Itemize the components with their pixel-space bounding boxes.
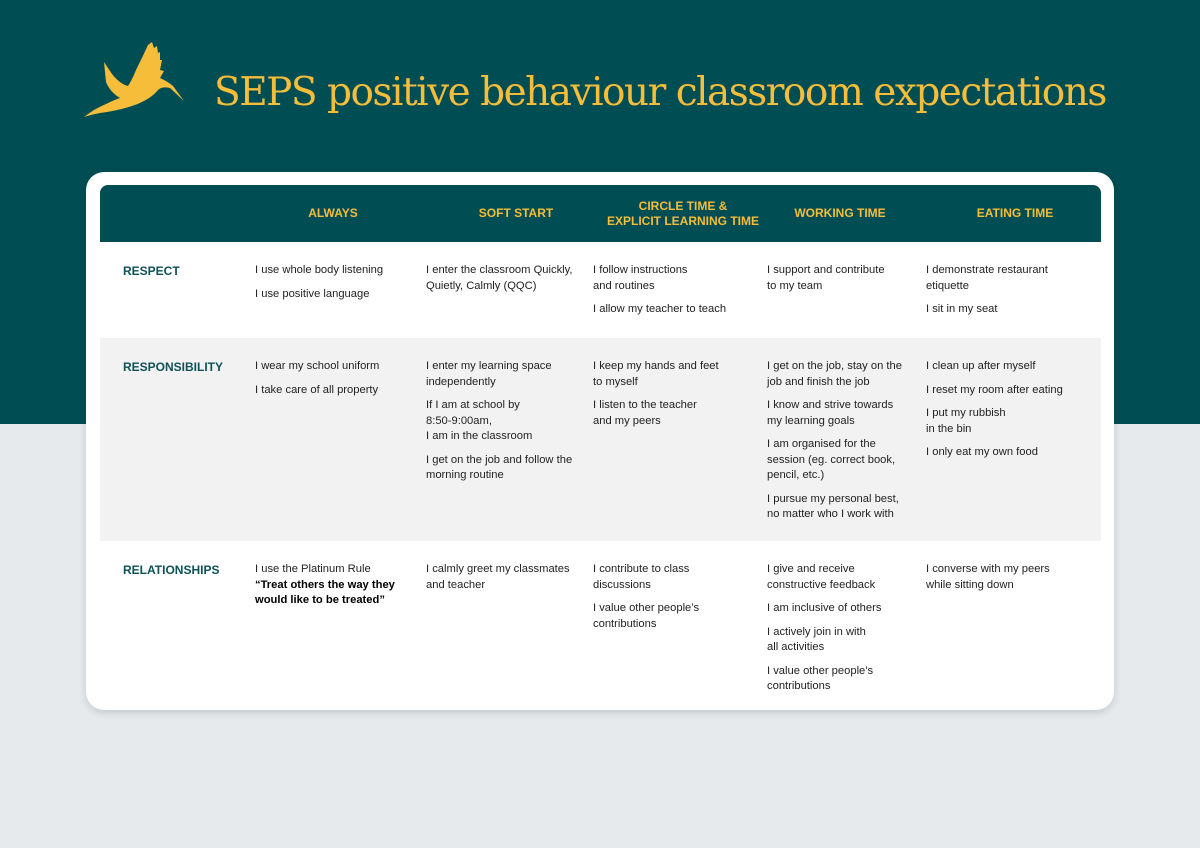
cell-relationships-always — [255, 562, 415, 617]
cell-responsibility-soft-start — [426, 359, 586, 492]
column-header-eating-time: EATING TIME — [976, 206, 1054, 220]
platinum-rule-quote: “Treat others the way they would like to be treated” — [255, 578, 395, 606]
expectation-item: I am inclusive of others — [767, 602, 882, 614]
expectation-item: I contribute to class discussions — [593, 563, 690, 591]
cell-responsibility-eating-time — [926, 359, 1086, 469]
expectation-item: I clean up after myself — [926, 360, 1036, 372]
table-header — [100, 185, 1101, 242]
cell-relationships-soft-start — [426, 562, 586, 601]
row-label-relationships: RELATIONSHIPS — [123, 563, 220, 577]
expectation-item: I follow instructions and routines — [593, 264, 688, 292]
expectation-item: I only eat my own food — [926, 446, 1038, 458]
cell-responsibility-circle-time — [593, 359, 753, 437]
row-label-respect: RESPECT — [123, 264, 180, 278]
expectation-item: I value other people’s contributions — [767, 664, 874, 692]
cell-relationships-working-time — [767, 562, 912, 703]
expectation-item: I use positive language — [255, 287, 370, 300]
expectation-item: I keep my hands and feet to myself — [593, 360, 719, 388]
table-row-responsibility — [100, 338, 1101, 541]
cell-respect-working-time — [767, 263, 912, 302]
column-header-circle-time: CIRCLE TIME & EXPLICIT LEARNING TIME — [606, 198, 759, 228]
expectation-item: I use the Platinum Rule — [255, 563, 371, 575]
expectation-item: I pursue my personal best, no matter who I work with — [767, 492, 899, 520]
expectation-item: I converse with my peers while sitting down — [926, 563, 1050, 591]
expectation-item: I use whole body listening — [255, 264, 384, 276]
expectation-item: I put my rubbish in the bin — [926, 407, 1006, 435]
expectation-item: I actively join in with all activities — [767, 625, 866, 653]
cell-respect-always — [255, 263, 415, 310]
cell-responsibility-always — [255, 359, 415, 406]
expectation-item: I demonstrate restaurant etiquette — [926, 264, 1048, 292]
expectation-item: I am organised for the session (eg. correct book, pencil, etc.) — [767, 438, 896, 481]
column-header-soft-start: SOFT START — [478, 206, 554, 220]
expectation-item: I take care of all property — [255, 383, 379, 396]
expectation-item: I enter my learning space independently — [426, 360, 552, 388]
expectation-item: I wear my school uniform — [255, 360, 380, 372]
expectation-item: I value other people’s contributions — [593, 602, 700, 630]
expectation-item: If I am at school by 8:50-9:00am, I am in the classroom — [426, 399, 533, 442]
expectation-item: I know and strive towards my learning goals — [767, 399, 894, 427]
expectation-item: I listen to the teacher and my peers — [593, 399, 697, 427]
table-row-respect — [100, 242, 1101, 338]
expectation-item: I allow my teacher to teach — [593, 303, 727, 315]
page-title: SEPS positive behaviour classroom expectations — [214, 70, 1106, 115]
table-row-relationships — [100, 541, 1101, 691]
expectation-item: I sit in my seat — [926, 303, 998, 315]
column-header-always: ALWAYS — [308, 206, 358, 220]
cell-respect-circle-time — [593, 263, 753, 326]
expectation-item: I get on the job and follow the morning routine — [426, 453, 573, 481]
bird-logo-icon — [80, 40, 188, 120]
cell-relationships-circle-time — [593, 562, 753, 640]
cell-respect-eating-time — [926, 263, 1086, 326]
expectations-table — [86, 172, 1114, 710]
expectation-item: I calmly greet my classmates and teacher — [426, 563, 570, 591]
expectation-item: I support and contribute to my team — [767, 264, 885, 292]
expectation-item: I reset my room after eating — [926, 383, 1063, 396]
cell-relationships-eating-time — [926, 562, 1086, 601]
row-label-responsibility: RESPONSIBILITY — [123, 360, 224, 374]
cell-responsibility-working-time — [767, 359, 912, 531]
expectation-item: I give and receive constructive feedback — [767, 563, 876, 591]
expectation-item: I get on the job, stay on the job and finish the job — [767, 360, 902, 388]
column-header-working-time: WORKING TIME — [794, 206, 886, 220]
expectation-item: I enter the classroom Quickly, Quietly, Calmly (QQC) — [426, 264, 573, 292]
cell-respect-soft-start — [426, 263, 586, 302]
